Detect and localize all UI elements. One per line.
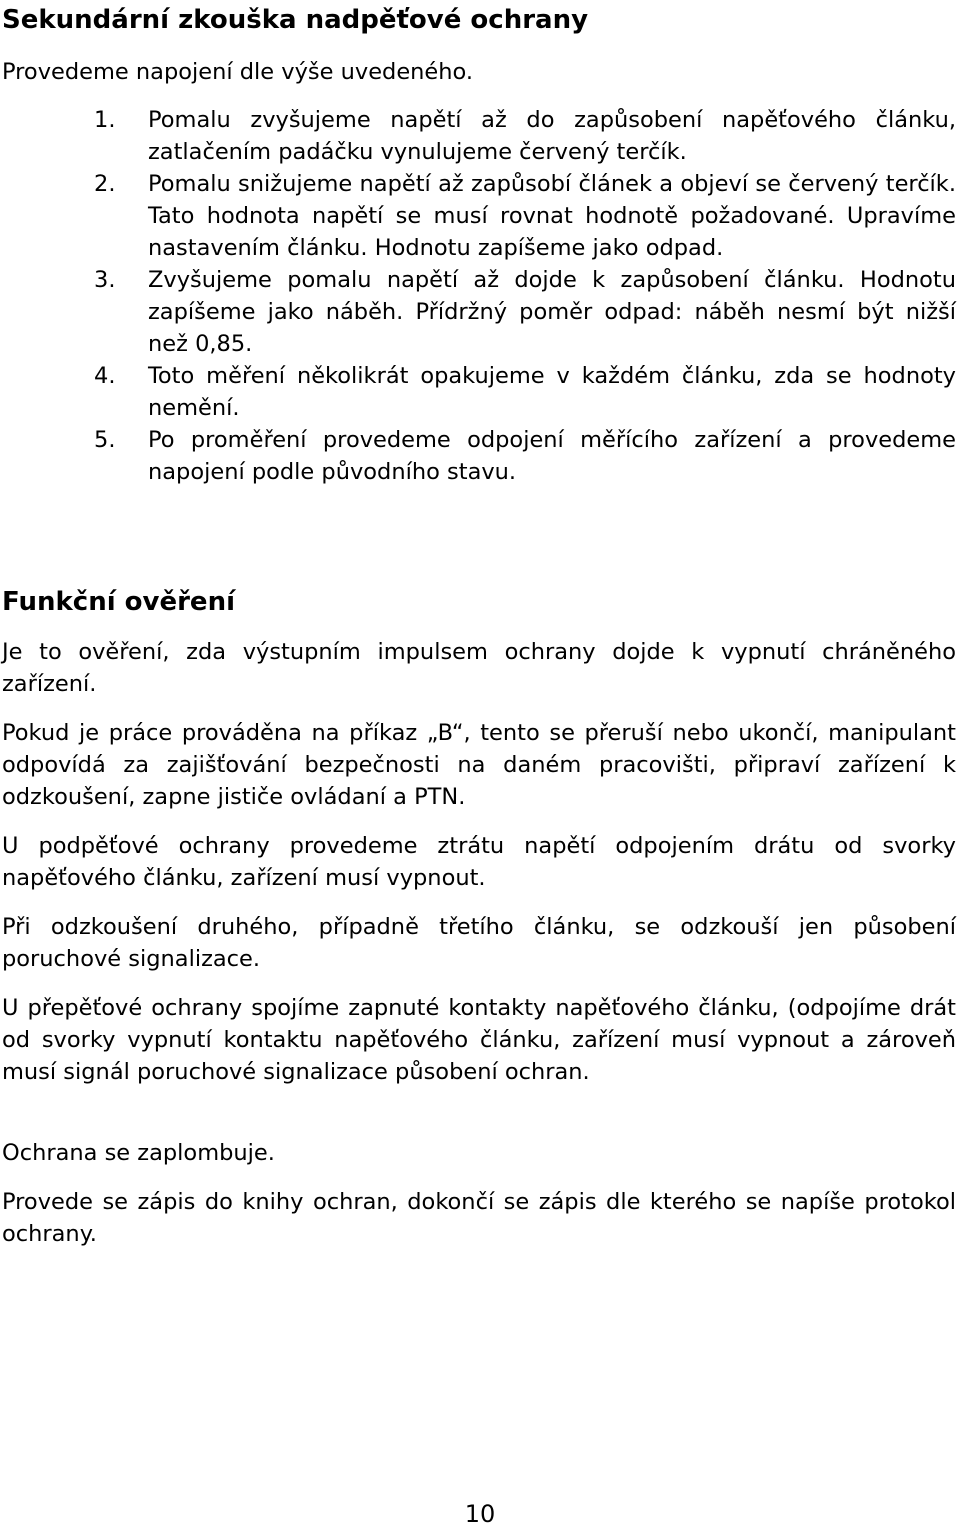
paragraph: Je to ověření, zda výstupním impulsem ochrany dojde k vypnutí chráněného zařízení. [2, 639, 956, 697]
intro-paragraph: Provedeme napojení dle výše uvedeného. [2, 59, 474, 85]
step-text: Toto měření několikrát opakujeme v každém článku, zda se hodnoty nemění. [148, 363, 956, 421]
list-item [2, 168, 956, 264]
list-item [2, 424, 956, 488]
step-text: Pomalu zvyšujeme napětí až do zapůsobení napěťového článku, zatlačením padáčku vynulujeme červený terčík. [148, 107, 956, 165]
step-number: 5. [94, 427, 116, 453]
step-text: Zvyšujeme pomalu napětí až dojde k zapůsobení článku. Hodnotu zapíšeme jako náběh. Přídržný poměr odpad: náběh nesmí být nižší než 0,85. [148, 267, 956, 357]
page-number: 10 [464, 1500, 496, 1528]
procedure-steps-list [2, 104, 956, 488]
step-number: 2. [94, 171, 116, 197]
step-text: Po proměření provedeme odpojení měřícího zařízení a provedeme napojení podle původního stavu. [148, 427, 956, 485]
paragraph: Provede se zápis do knihy ochran, dokončí se zápis dle kterého se napíše protokol ochrany. [2, 1189, 956, 1247]
section-title-secondary-test: Sekundární zkouška nadpěťové ochrany [2, 5, 589, 35]
list-item [2, 264, 956, 360]
step-number: 3. [94, 267, 116, 293]
paragraph: Při odzkoušení druhého, případně třetího článku, se odzkouší jen působení poruchové signalizace. [2, 914, 956, 972]
paragraph: U podpěťové ochrany provedeme ztrátu napětí odpojením drátu od svorky napěťového článku, zařízení musí vypnout. [2, 833, 956, 891]
paragraph: U přepěťové ochrany spojíme zapnuté kontakty napěťového článku, (odpojíme drát od svorky vypnutí kontaktu napěťového článku, zařízení musí vypnout a zároveň musí signál poruchové signalizace působení ochran. [2, 995, 956, 1085]
step-text: Pomalu snižujeme napětí až zapůsobí článek a objeví se červený terčík. Tato hodnota napětí se musí rovnat hodnotě požadované. Upravíme nastavením článku. Hodnotu zapíšeme jako odpad. [148, 171, 956, 261]
paragraph: Pokud je práce prováděna na příkaz „B“, tento se přeruší nebo ukončí, manipulant odpovídá za zajišťování bezpečnosti na daném pracovišti, připraví zařízení k odzkoušení, zapne jističe ovládaní a PTN. [2, 720, 956, 810]
list-item [2, 104, 956, 168]
section-title-functional-verification: Funkční ověření [2, 587, 235, 617]
list-item [2, 360, 956, 424]
step-number: 1. [94, 107, 116, 133]
step-number: 4. [94, 363, 116, 389]
paragraph: Ochrana se zaplombuje. [2, 1140, 275, 1166]
